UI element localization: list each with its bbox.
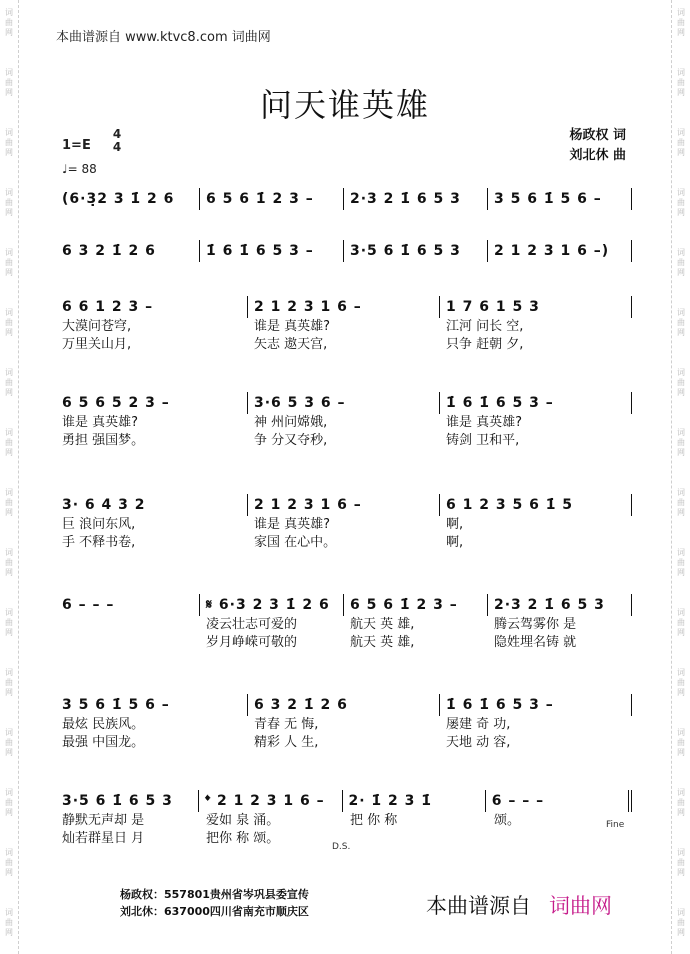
lyric-segment: 谁是 真英雄?	[254, 517, 331, 532]
lyric-line	[62, 716, 632, 734]
song-title: 问天谁英雄	[259, 86, 430, 124]
watermark-text: 词曲网	[5, 788, 13, 817]
lyric-segment: 岁月峥嵘可敬的	[206, 635, 298, 650]
measure: 6 5 6 1̇ 2 3 –	[343, 594, 487, 616]
watermark-text: 词曲网	[677, 488, 685, 517]
measure: 3 5 6 1̇ 5 6 –	[62, 697, 170, 713]
lyric-segment: 家国 在心中。	[254, 535, 337, 550]
lyric-segment: 神 州问嫦娥,	[254, 415, 328, 430]
notation-line	[62, 790, 632, 812]
measure: 6 1 2 3 5 6 1̇ 5	[439, 494, 632, 516]
watermark-text: 词曲网	[5, 548, 13, 577]
lyric-line	[62, 534, 632, 552]
key-signature: 1=E	[62, 138, 91, 153]
footer-line-composer: 刘北休：637000四川省南充市顺庆区	[120, 905, 309, 918]
watermark-text: 词曲网	[5, 308, 13, 337]
lyric-line	[62, 318, 632, 336]
lyric-segment: 静默无声却 是	[62, 813, 145, 828]
lyric-segment: 谁是 真英雄?	[446, 415, 523, 430]
watermark-text: 词曲网	[5, 428, 13, 457]
watermark-text: 词曲网	[5, 248, 13, 277]
score-system	[62, 594, 632, 652]
lyric-segment: 只争 赶朝 夕,	[446, 337, 524, 352]
credits	[569, 126, 626, 166]
watermark-text: 词曲网	[5, 68, 13, 97]
brand-footer	[426, 890, 612, 920]
lyric-segment: 谁是 真英雄?	[62, 415, 139, 430]
score-system	[62, 694, 632, 752]
watermark-text: 词曲网	[677, 68, 685, 97]
brand-text: 本曲谱源自	[426, 894, 531, 918]
footer-line-lyricist: 杨政权：557801贵州省岑巩县委宣传	[120, 888, 309, 901]
watermark-text: 词曲网	[677, 188, 685, 217]
lyric-segment: 把 你 称	[350, 813, 398, 828]
lyric-segment: 勇担 强国梦。	[62, 433, 145, 448]
watermark-text: 词曲网	[5, 128, 13, 157]
lyric-segment	[62, 616, 200, 634]
source-line: 本曲谱源自 www.ktvc8.com 词曲网	[56, 30, 271, 45]
watermark-text: 词曲网	[677, 128, 685, 157]
lyricist-credit: 杨政权 词	[569, 128, 626, 143]
measure: 6 5 6 1̇ 2 3 –	[199, 188, 343, 210]
measure: 2 1 2 3 1 6 –	[247, 296, 439, 318]
score-system	[62, 296, 632, 354]
measure: 1 7 6 1 5 3	[439, 296, 632, 318]
notation-line	[62, 392, 632, 414]
notation-line	[62, 240, 632, 262]
watermark-text: 词曲网	[5, 728, 13, 757]
contact-footer	[120, 886, 309, 920]
lyric-line	[62, 812, 632, 830]
lyric-segment: 争 分又夺秒,	[254, 433, 328, 448]
lyric-segment: 精彩 人 生,	[254, 735, 319, 750]
lyric-segment: 凌云壮志可爱的	[206, 617, 298, 632]
watermark-text: 词曲网	[677, 848, 685, 877]
lyric-line	[62, 414, 632, 432]
measure: 6 5 6 5 2 3 –	[62, 395, 170, 411]
score-system	[62, 790, 632, 848]
watermark-text: 词曲网	[677, 908, 685, 937]
lyric-segment: 腾云驾雾你 是	[494, 617, 577, 632]
measure: 3· 6 4 3 2	[62, 497, 146, 513]
watermark-text: 词曲网	[5, 908, 13, 937]
notation-line	[62, 594, 632, 616]
tempo-mark: ♩= 88	[62, 162, 97, 176]
watermark-text: 词曲网	[5, 488, 13, 517]
lyric-segment: 隐姓埋名铸 就	[494, 635, 577, 650]
lyric-segment: 航天 英 雄,	[350, 617, 415, 632]
score-system	[62, 392, 632, 450]
measure: 1̇ 6 1̇ 6 5 3 –	[439, 694, 632, 716]
lyric-segment	[344, 830, 488, 848]
watermark-text: 词曲网	[677, 608, 685, 637]
measure: 3·6 5 3 6 –	[247, 392, 439, 414]
watermark-text: 词曲网	[677, 248, 685, 277]
notation-line	[62, 296, 632, 318]
lyric-segment: 江河 问长 空,	[446, 319, 524, 334]
brand-site-name: 词曲网	[549, 894, 612, 918]
watermark-text: 词曲网	[677, 308, 685, 337]
lyric-segment: 天地 动 容,	[446, 735, 511, 750]
lyric-line	[62, 634, 632, 652]
lyric-segment: 把你 称 颂。	[206, 831, 280, 846]
measure: 6 3 2 1̇ 2 6	[62, 243, 156, 259]
watermark-text: 词曲网	[5, 668, 13, 697]
lyric-segment: 最炫 民族风。	[62, 717, 145, 732]
left-margin-watermark	[0, 0, 19, 954]
lyric-segment: 青春 无 悔,	[254, 717, 319, 732]
measure: 6 – – –	[62, 597, 115, 613]
watermark-text: 词曲网	[677, 728, 685, 757]
lyric-line	[62, 734, 632, 752]
fine-marking: Fine	[606, 820, 625, 830]
lyric-line	[62, 516, 632, 534]
measure: 𝄌 2 1 2 3 1 6 –	[198, 790, 341, 812]
measure: 3·5 6 1̇ 6 5 3	[343, 240, 487, 262]
lyric-segment: 颂。	[494, 813, 521, 828]
lyric-segment: 巨 浪问东风,	[62, 517, 136, 532]
lyric-segment: 万里关山月,	[62, 337, 132, 352]
watermark-text: 词曲网	[5, 608, 13, 637]
measure: 6 – – –	[485, 790, 632, 812]
lyric-segment: 啊,	[446, 517, 464, 532]
lyric-segment: 最强 中国龙。	[62, 735, 145, 750]
composer-credit: 刘北休 曲	[569, 148, 626, 163]
measure: 1̇ 6 1̇ 6 5 3 –	[439, 392, 632, 414]
measure: 2·3 2 1̇ 6 5 3	[487, 594, 632, 616]
watermark-text: 词曲网	[677, 548, 685, 577]
measure: 2 1 2 3 1 6 –	[247, 494, 439, 516]
lyric-segment: 航天 英 雄,	[350, 635, 415, 650]
lyric-segment: 谁是 真英雄?	[254, 319, 331, 334]
measure: 2 1 2 3 1 6 –)	[487, 240, 632, 262]
watermark-text: 词曲网	[677, 368, 685, 397]
score-system	[62, 188, 632, 210]
watermark-text: 词曲网	[677, 788, 685, 817]
watermark-text: 词曲网	[5, 368, 13, 397]
watermark-text: 词曲网	[5, 188, 13, 217]
lyric-segment: 啊,	[446, 535, 464, 550]
measure: (6·3̣2 3 1̇ 2 6	[62, 191, 175, 207]
ds-marking: D.S.	[332, 842, 351, 852]
watermark-text: 词曲网	[677, 668, 685, 697]
time-signature: 4 4	[112, 127, 122, 154]
measure: 6 6 1 2 3 –	[62, 299, 154, 315]
notation-line	[62, 694, 632, 716]
lyric-segment	[488, 830, 632, 848]
lyric-segment: 爱如 泉 涌。	[206, 813, 280, 828]
lyric-segment: 矢志 遨天宫,	[254, 337, 328, 352]
score-system	[62, 494, 632, 552]
watermark-text: 词曲网	[5, 848, 13, 877]
notation-line	[62, 188, 632, 210]
measure: 6 3 2 1̇ 2 6	[247, 694, 439, 716]
measure: 𝄋 6·3 2 3 1̇ 2 6	[199, 594, 343, 616]
right-margin-watermark	[671, 0, 690, 954]
watermark-text: 词曲网	[677, 8, 685, 37]
lyric-segment: 铸剑 卫和平,	[446, 433, 520, 448]
measure: 2·3 2 1̇ 6 5 3	[343, 188, 487, 210]
lyric-segment: 手 不释书卷,	[62, 535, 136, 550]
notation-line	[62, 494, 632, 516]
measure: 3·5 6 1̇ 6 5 3	[62, 793, 173, 809]
lyric-line	[62, 336, 632, 354]
measure: 1̇ 6 1̇ 6 5 3 –	[199, 240, 343, 262]
lyric-line	[62, 432, 632, 450]
lyric-segment: 大漠问苍穹,	[62, 319, 132, 334]
lyric-line	[62, 616, 632, 634]
measure: 2· 1̇ 2 3 1̇	[342, 790, 485, 812]
measure: 3 5 6 1̇ 5 6 –	[487, 188, 632, 210]
lyric-segment: 灿若群星日 月	[62, 831, 145, 846]
watermark-text: 词曲网	[677, 428, 685, 457]
score-system	[62, 240, 632, 262]
lyric-segment: 屡建 奇 功,	[446, 717, 511, 732]
watermark-text: 词曲网	[5, 8, 13, 37]
lyric-segment	[62, 634, 200, 652]
